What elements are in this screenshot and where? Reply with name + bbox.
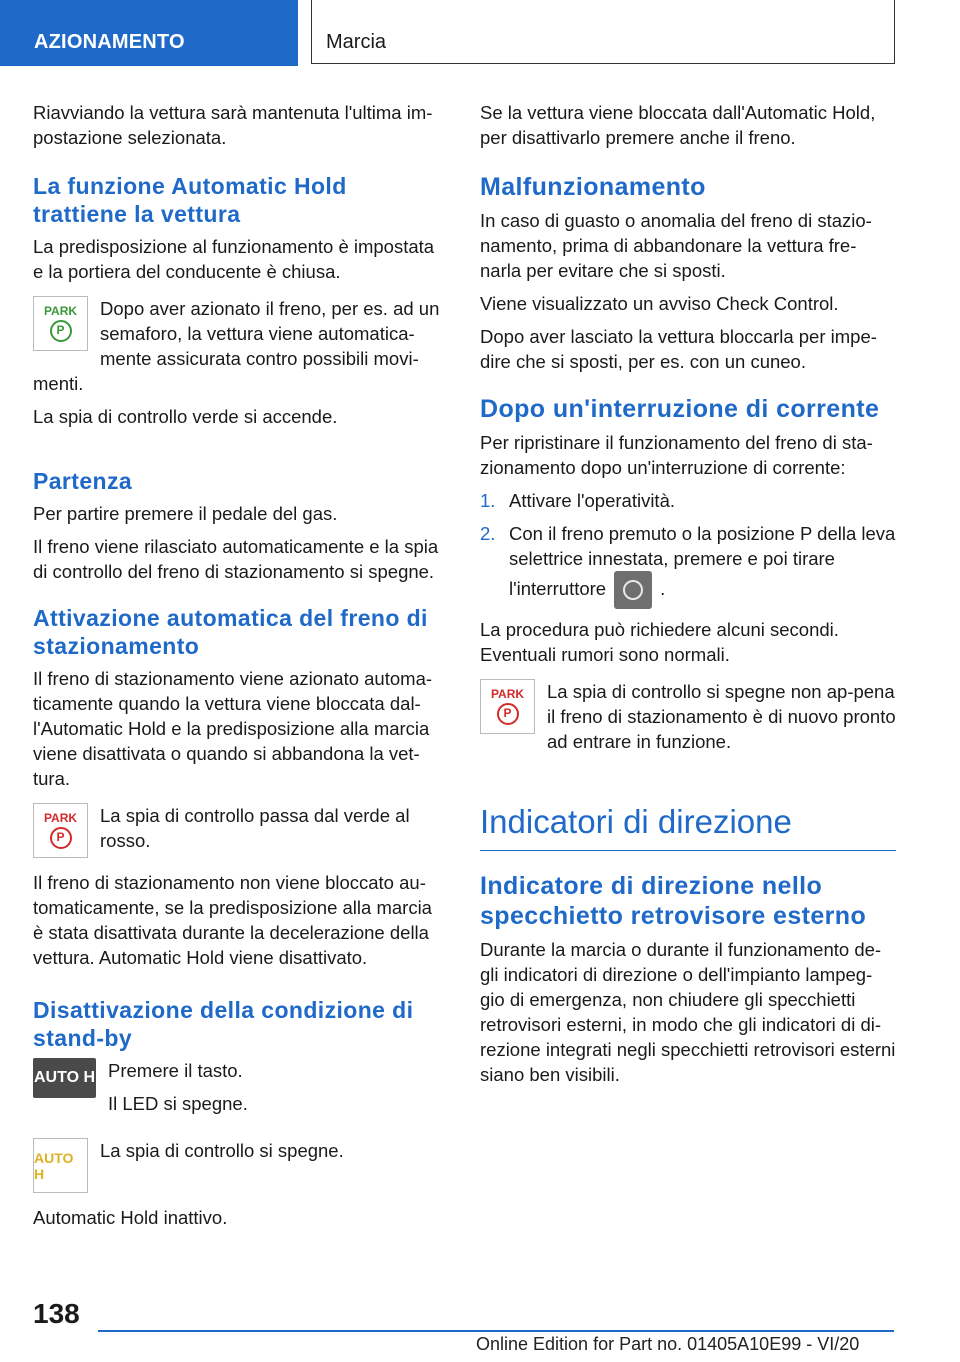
heading-power-interruption: Dopo un'interruzione di corrente — [480, 395, 880, 423]
step-text: Attivare l'operatività. — [509, 490, 675, 511]
footer-divider — [98, 1330, 894, 1332]
fault-paragraph-3: Dopo aver lasciato la vettura bloccarla per impe-dire che si sposti, per es. con un cuneo. — [480, 326, 877, 372]
inactive-text: Automatic Hold inattivo. — [33, 1207, 228, 1228]
hold-icon-paragraph — [33, 296, 445, 396]
standby-lamp-paragraph — [33, 1138, 445, 1182]
hold-icon-text: Dopo aver azionato il freno, per es. ad un semaforo, la vettura viene automatica-mente assicurata contro possibili movi-menti. — [33, 298, 440, 394]
step-2 — [480, 521, 896, 609]
auto-h-lamp-icon: AUTO H — [33, 1138, 88, 1193]
chapter-title: Marcia — [311, 0, 895, 64]
section-tab: AZIONAMENTO — [0, 0, 298, 66]
procedure-paragraph-2: Eventuali rumori sono normali. — [480, 644, 730, 665]
start-paragraph-1: Per partire premere il pedale del gas. — [33, 503, 338, 524]
heading-standby: Disattivazione della condizione di stand-by — [33, 997, 414, 1051]
park-red-indicator-icon — [480, 679, 535, 734]
step-number: 1. — [480, 490, 496, 511]
park-green-indicator-icon — [33, 296, 88, 351]
procedure-paragraph-1: La procedura può richiedere alcuni secondi. — [480, 619, 839, 640]
heading-auto-activation: Attivazione automatica del freno di stazionamento — [33, 605, 428, 659]
page-number: 138 — [33, 1298, 80, 1329]
auto-icon-paragraph — [33, 803, 445, 853]
hold-paragraph: La predisposizione al funzionamento è impostata e la portiera del conducente è chiusa. — [33, 236, 435, 282]
heading-malfunction: Malfunzionamento — [480, 173, 706, 201]
heading-turn-indicators: Indicatori di direzione — [480, 802, 896, 851]
auto-h-button-icon: AUTO H — [33, 1058, 96, 1098]
parking-brake-switch-icon — [614, 571, 652, 609]
auto-icon-text: La spia di controllo passa dal verde al rosso. — [100, 805, 410, 851]
right-column — [480, 100, 896, 1095]
blocked-paragraph: Se la vettura viene bloccata dall'Automatic Hold, per disattivarlo premere anche il freno. — [480, 102, 876, 148]
steps-list — [480, 488, 896, 609]
lamp-off-text: La spia di controllo si spegne. — [100, 1140, 344, 1161]
mirror-paragraph: Durante la marcia o durante il funzionamento de-gli indicatori di direzione o dell'impianto lampeg-gio di emergenza, non chiudere gli specchietti retrovisori esterni, in modo che gli indicatori di di-rezione integrati negli specchietti retrovisori esterni siano ben visibili. — [480, 939, 896, 1085]
intro-paragraph: Riavviando la vettura sarà mantenuta l'ultima im-postazione selezionata. — [33, 102, 433, 148]
heading-mirror-indicator: Indicatore di direzione nello specchietto retrovisore esterno — [480, 872, 867, 930]
start-paragraph-2: Il freno viene rilasciato automaticamente e la spia di controllo del freno di stazionamento si spegne. — [33, 536, 439, 582]
park-symbol: P — [497, 703, 519, 725]
procedure-icon-paragraph — [480, 679, 896, 754]
park-red-indicator-icon — [33, 803, 88, 858]
park-symbol: P — [50, 827, 72, 849]
step-number: 2. — [480, 523, 496, 544]
step-text-end: . — [660, 577, 666, 599]
led-off-text: Il LED si spegne. — [108, 1093, 248, 1114]
auto-paragraph-2: Il freno di stazionamento non viene bloccato au-tomaticamente, se la predisposizione alla marcia è stata disattivata durante la decelerazione della vettura. Automatic Hold viene disattivato. — [33, 872, 432, 968]
park-label: PARK — [43, 304, 78, 318]
left-column — [33, 100, 445, 1238]
step-1 — [480, 488, 896, 513]
park-label: PARK — [490, 687, 525, 701]
edition-text: Online Edition for Part no. 01405A10E99 - VI/20 — [476, 1334, 860, 1354]
hold-green-text: La spia di controllo verde si accende. — [33, 406, 338, 427]
standby-button-paragraph — [33, 1058, 445, 1116]
heading-automatic-hold: La funzione Automatic Hold trattiene la vettura — [33, 173, 347, 227]
page-header — [0, 0, 960, 66]
step-text: Con il freno premuto o la posizione P della leva selettrice innestata, premere e poi tirare l'interruttore — [509, 523, 896, 599]
power-paragraph: Per ripristinare il funzionamento del freno di sta-zionamento dopo un'interruzione di corrente: — [480, 432, 873, 478]
fault-paragraph-1: In caso di guasto o anomalia del freno di stazio-namento, prima di abbandonare la vettura fre-narla per evitare che si sposti. — [480, 210, 872, 281]
press-button-text: Premere il tasto. — [108, 1060, 243, 1081]
heading-partenza: Partenza — [33, 468, 133, 494]
fault-paragraph-2: Viene visualizzato un avviso Check Control. — [480, 293, 839, 314]
park-symbol: P — [50, 320, 72, 342]
procedure-icon-text: La spia di controllo si spegne non ap-pena il freno di stazionamento è di nuovo pronto ad entrare in funzione. — [547, 681, 896, 752]
park-label: PARK — [43, 811, 78, 825]
auto-paragraph: Il freno di stazionamento viene azionato automa-ticamente quando la vettura viene bloccata dal-l'Automatic Hold e la predisposizione alla marcia viene disattivata o quando si abbandona la vet-tura. — [33, 668, 433, 789]
